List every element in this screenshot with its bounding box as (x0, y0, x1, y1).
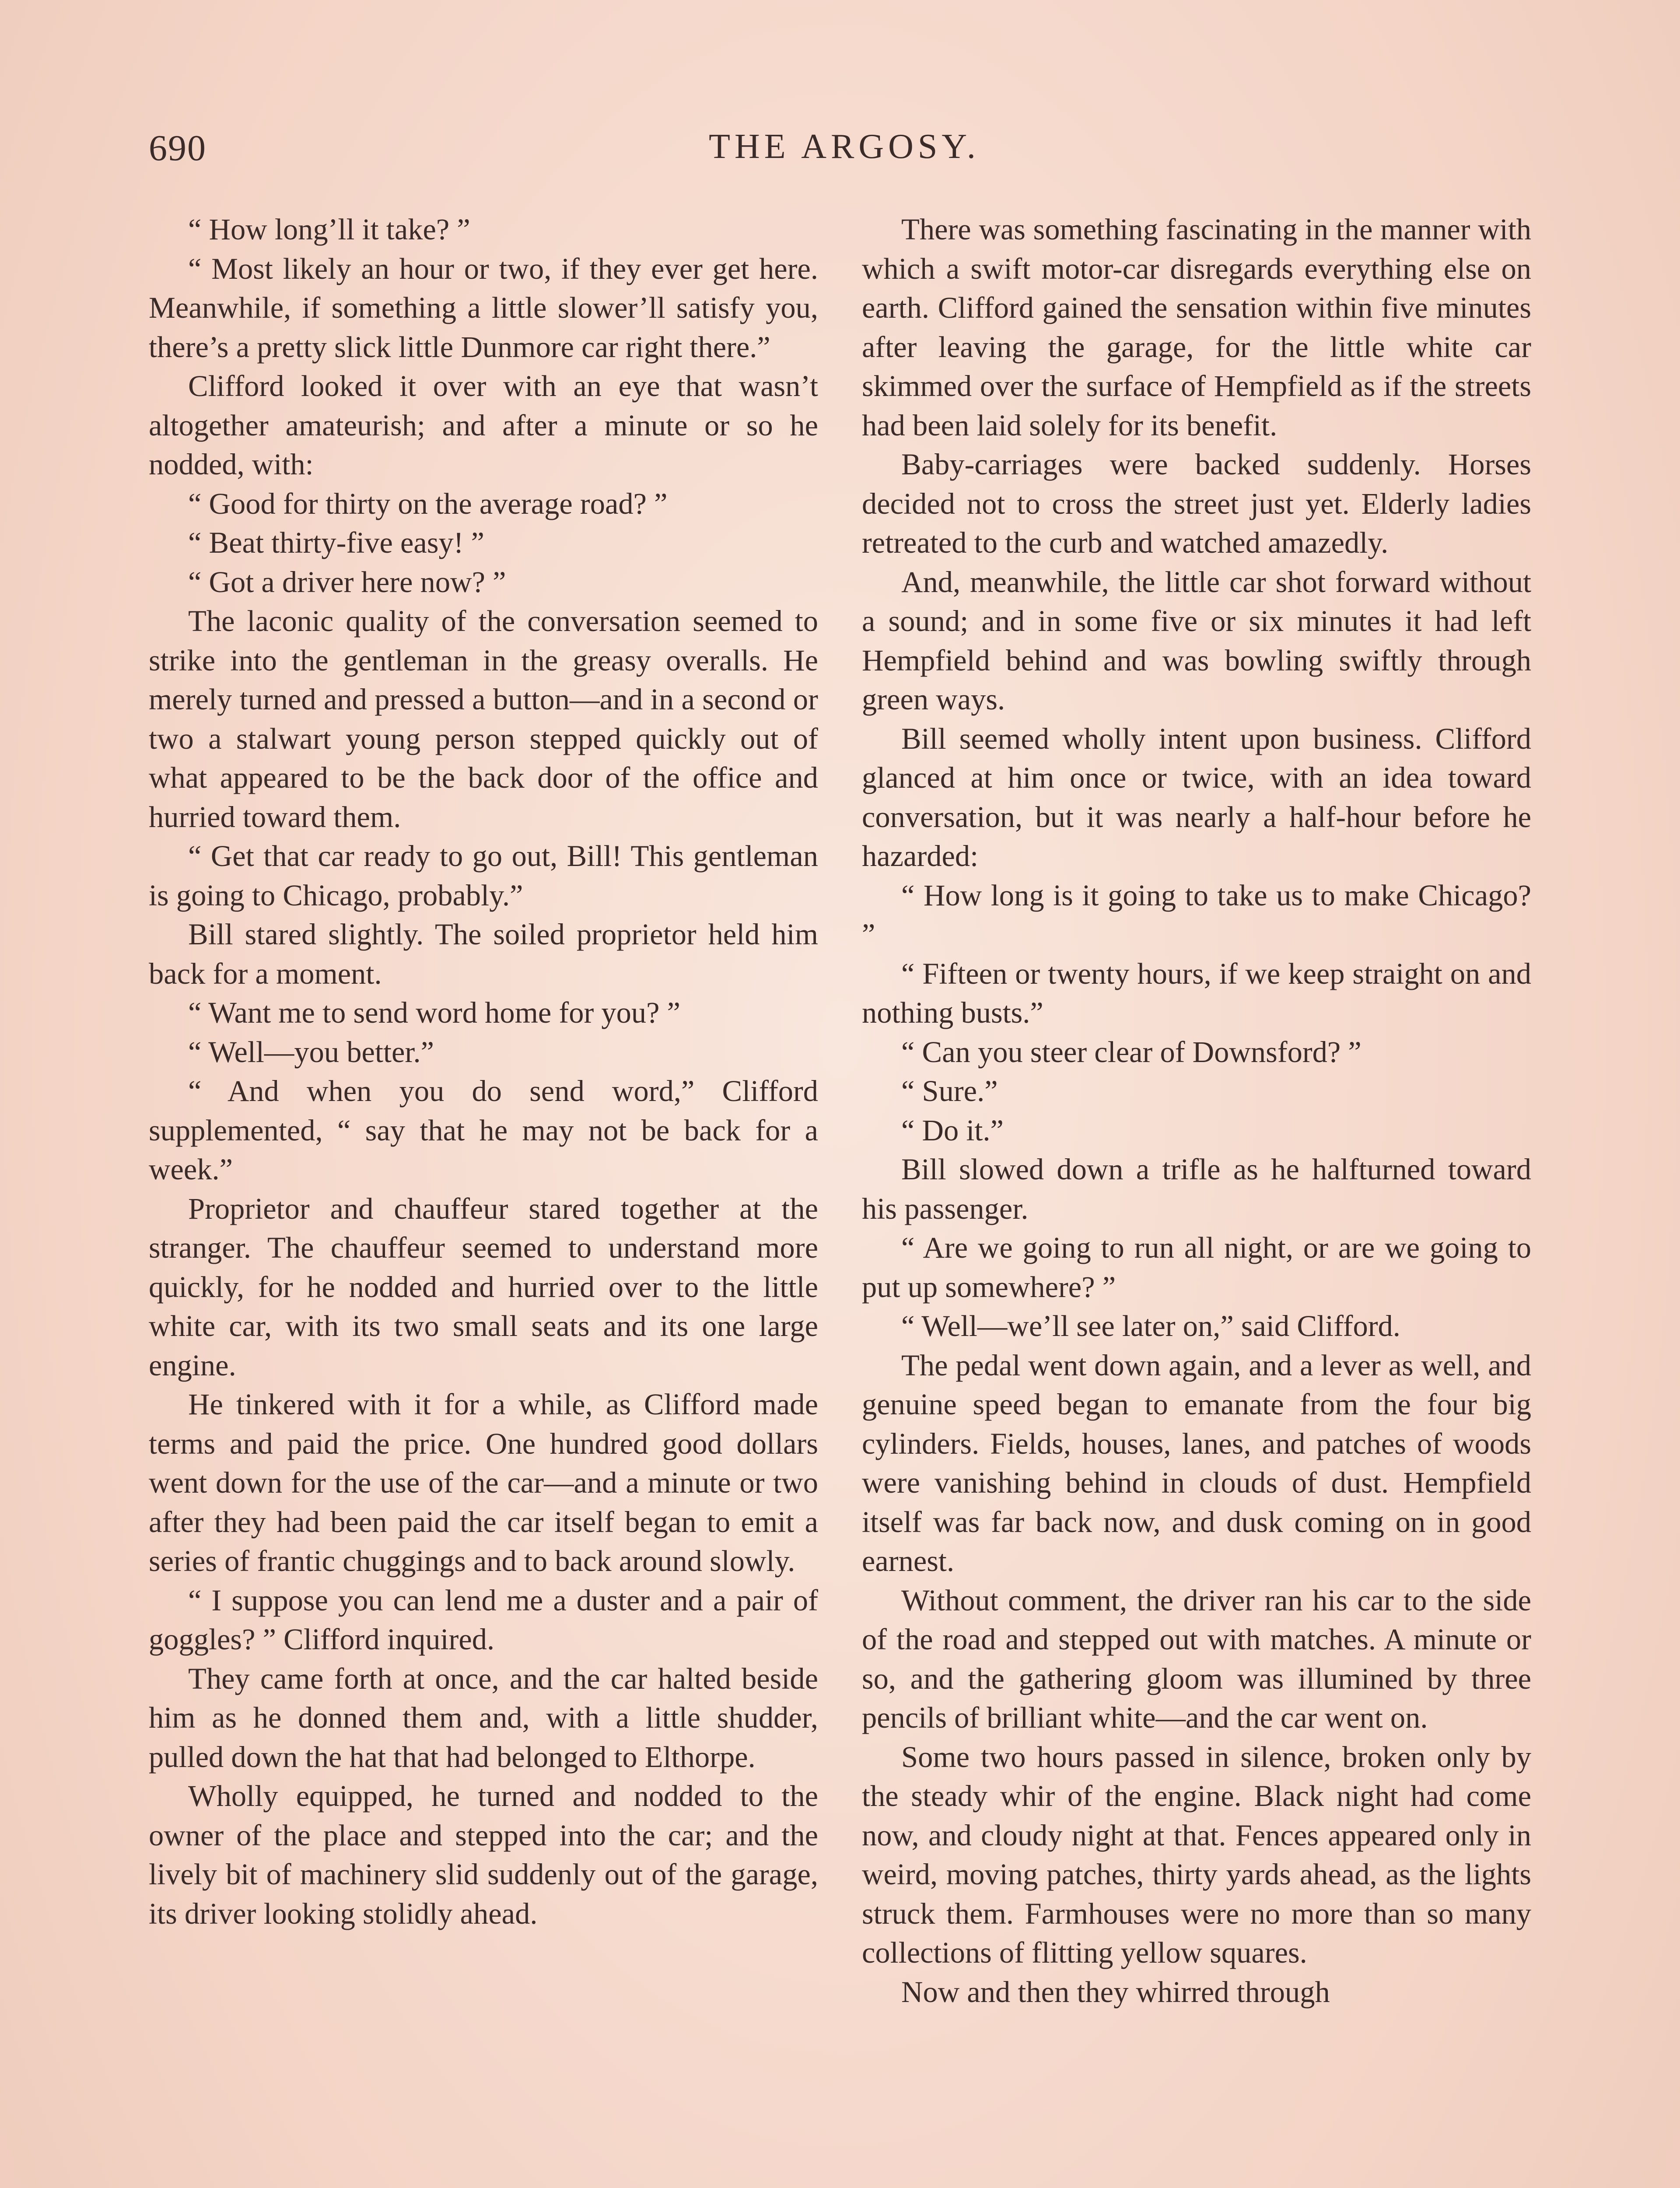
paragraph: The laconic quality of the conversation seemed to strike into the gentleman in the greasy overalls. He merely turned and pressed a button—and in a second or two a stalwart young person stepped quickly out of what appeared to be the back door of the office and hurried toward them. (149, 604, 818, 834)
paragraph: “ Well—you better.” (188, 1035, 434, 1069)
paragraph: Bill slowed down a trifle as he halfturned toward his passenger. (862, 1153, 1531, 1225)
paragraph: And, meanwhile, the little car shot forward without a sound; and in some five or six minutes it had left Hempfield behind and was bowling swiftly through green ways. (862, 565, 1531, 716)
paragraph: “ And when you do send word,” Clifford supplemented, “ say that he may not be back for a week.” (149, 1074, 818, 1186)
paragraph: “ Got a driver here now? ” (188, 565, 506, 599)
paragraph: “ Fifteen or twenty hours, if we keep straight on and nothing busts.” (862, 957, 1531, 1029)
running-title: THE ARGOSY. (709, 127, 980, 166)
page-header (149, 127, 1540, 179)
paragraph: “ Want me to send word home for you? ” (188, 996, 681, 1029)
paragraph: “ Well—we’ll see later on,” said Clifford. (901, 1309, 1400, 1343)
paragraph: He tinkered with it for a while, as Clifford made terms and paid the price. One hundred good dollars went down for the use of the car—and a minute or two after they had been paid the car itself began to emit a series of frantic chuggings and to back around slowly. (149, 1388, 818, 1578)
paragraph: “ Are we going to run all night, or are we going to put up somewhere? ” (862, 1231, 1531, 1304)
right-column (862, 210, 1531, 2012)
paragraph: Proprietor and chauffeur stared together at the stranger. The chauffeur seemed to understand more quickly, for he nodded and hurried over to the little white car, with its two small seats and its one large engine. (149, 1192, 818, 1382)
paragraph: Baby-carriages were backed suddenly. Horses decided not to cross the street just yet. Elderly ladies retreated to the curb and watched amazedly. (862, 448, 1531, 559)
paragraph: “ How long’ll it take? ” (188, 213, 470, 246)
paragraph: “ Can you steer clear of Downsford? ” (901, 1035, 1362, 1069)
paragraph: Some two hours passed in silence, broken only by the steady whir of the engine. Black night had come now, and cloudy night at that. Fences appeared only in weird, moving patches, thirty yards ahead, as the lights struck them. Farmhouses were no more than so many collections of flitting yellow squares. (862, 1740, 1531, 1969)
paragraph: “ Beat thirty-five easy! ” (188, 526, 485, 559)
paragraph: Wholly equipped, he turned and nodded to the owner of the place and stepped into the car; and the lively bit of machinery slid suddenly out of the garage, its driver looking stolidly ahead. (149, 1779, 818, 1930)
paragraph: “ I suppose you can lend me a duster and a pair of goggles? ” Clifford inquired. (149, 1583, 818, 1656)
paragraph: There was something fascinating in the manner with which a swift motor-car disregards everything else on earth. Clifford gained the sensation within five minutes after leaving the garage, for the little white car skimmed over the surface of Hempfield as if the streets had been laid solely for its benefit. (862, 213, 1531, 442)
paragraph: “ Good for thirty on the average road? ” (188, 487, 668, 520)
paragraph: Now and then they whirred through (901, 1975, 1330, 2009)
page-number: 690 (149, 128, 206, 168)
paragraph: “ Sure.” (901, 1074, 998, 1108)
paragraph: Without comment, the driver ran his car to the side of the road and stepped out with matches. A minute or so, and the gathering gloom was illumined by three pencils of brilliant white—and the car went on. (862, 1583, 1531, 1734)
paragraph: “ Most likely an hour or two, if they ever get here. Meanwhile, if something a little slower’ll satisfy you, there’s a pretty slick little Dunmore car right there.” (149, 252, 818, 364)
paragraph: “ Do it.” (901, 1113, 1004, 1147)
paragraph: Bill stared slightly. The soiled proprietor held him back for a moment. (149, 918, 818, 990)
paragraph: “ How long is it going to take us to make Chicago? ” (862, 878, 1531, 951)
paragraph: The pedal went down again, and a lever as well, and genuine speed began to emanate from the four big cylinders. Fields, houses, lanes, and patches of woods were vanishing behind in clouds of dust. Hempfield itself was far back now, and dusk coming on in good earnest. (862, 1348, 1531, 1578)
left-column (149, 210, 818, 1933)
paragraph: They came forth at once, and the car halted beside him as he donned them and, with a little shudder, pulled down the hat that had belonged to Elthorpe. (149, 1662, 818, 1774)
paragraph: “ Get that car ready to go out, Bill! This gentleman is going to Chicago, probably.” (149, 839, 818, 912)
paragraph: Bill seemed wholly intent upon business. Clifford glanced at him once or twice, with an idea toward conversation, but it was nearly a half-hour before he hazarded: (862, 722, 1531, 873)
paragraph: Clifford looked it over with an eye that wasn’t altogether amateurish; and after a minute or so he nodded, with: (149, 369, 818, 481)
